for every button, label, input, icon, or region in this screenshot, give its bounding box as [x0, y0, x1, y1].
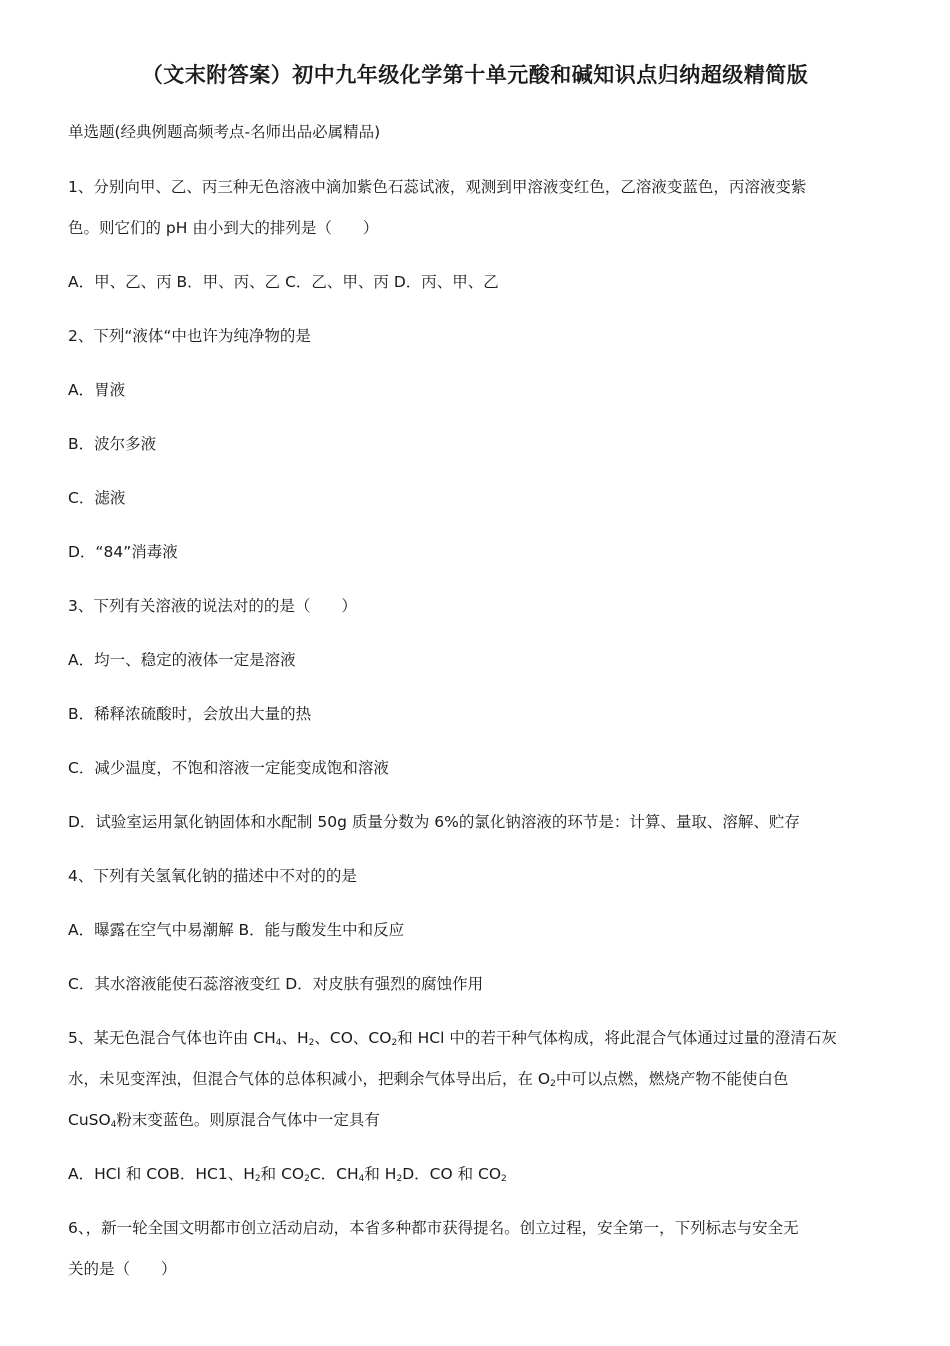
q3-option-b: B．稀释浓硫酸时，会放出大量的热 — [68, 705, 312, 723]
q4-options-cd: C．其水溶液能使石蕊溶液变红 D．对皮肤有强烈的腐蚀作用 — [68, 975, 484, 993]
q2-option-b: B．波尔多液 — [68, 435, 157, 453]
q2-option-c: C．滤液 — [68, 489, 126, 507]
q4-stem: 4、下列有关氢氧化钠的描述中不对的的是 — [68, 867, 357, 885]
q6-stem-line1: 6、，新一轮全国文明都市创立活动启动，本省多种都市获得提名。创立过程，安全第一，下列标志与安全无 — [68, 1219, 799, 1237]
q1-stem-line1: 1、分别向甲、乙、丙三种无色溶液中滴加紫色石蕊试液，观测到甲溶液变红色，乙溶液变蓝色，丙溶液变紫 — [68, 178, 807, 196]
q3-option-d: D．试验室运用氯化钠固体和水配制 50g 质量分数为 6%的氯化钠溶液的环节是：计算、量取、溶解、贮存 — [68, 813, 800, 831]
q1-stem-line2: 色。则它们的 pH 由小到大的排列是（ ） — [68, 219, 379, 237]
q2-option-d: D．“84”消毒液 — [68, 543, 178, 561]
q5-stem-line1: 5、某无色混合气体也许由 $CH_4$、$H_2$、CO、$CO_2$和 HCl 中的若干种气体构成，将此混合气体通过过量的澄清石灰 — [68, 1029, 837, 1048]
q5-options: A．HCl 和 COB．HC1、$H_2$和 $CO_2C$．$CH_4$和 $H_2D$．CO 和 $CO_2$ — [68, 1165, 507, 1184]
q3-stem: 3、下列有关溶液的说法对的的是（ ） — [68, 597, 357, 615]
q5-stem-line3: CuSO$_4$粉末变蓝色。则原混合气体中一定具有 — [68, 1111, 380, 1130]
q2-stem: 2、下列“液体“中也许为纯净物的是 — [68, 327, 311, 345]
section-heading: 单选题(经典例题高频考点-名师出品必属精品) — [68, 123, 381, 141]
q5-stem-line2: 水，未见变浑浊，但混合气体的总体积减小，把剩余气体导出后，在 $O_2$中可以点燃，燃烧产物不能使白色 — [68, 1070, 789, 1089]
document-title: （文末附答案）初中九年级化学第十单元酸和碱知识点归纳超级精简版 — [141, 63, 809, 87]
q4-options-ab: A．曝露在空气中易潮解 B．能与酸发生中和反应 — [68, 921, 405, 939]
q1-options: A．甲、乙、丙 B．甲、丙、乙 C．乙、甲、丙 D．丙、甲、乙 — [68, 273, 499, 291]
q6-stem-line2: 关的是（ ） — [68, 1260, 177, 1278]
q3-option-c: C．减少温度，不饱和溶液一定能变成饱和溶液 — [68, 759, 389, 777]
q2-option-a: A．胃液 — [68, 381, 126, 399]
q3-option-a: A．均一、稳定的液体一定是溶液 — [68, 651, 296, 669]
